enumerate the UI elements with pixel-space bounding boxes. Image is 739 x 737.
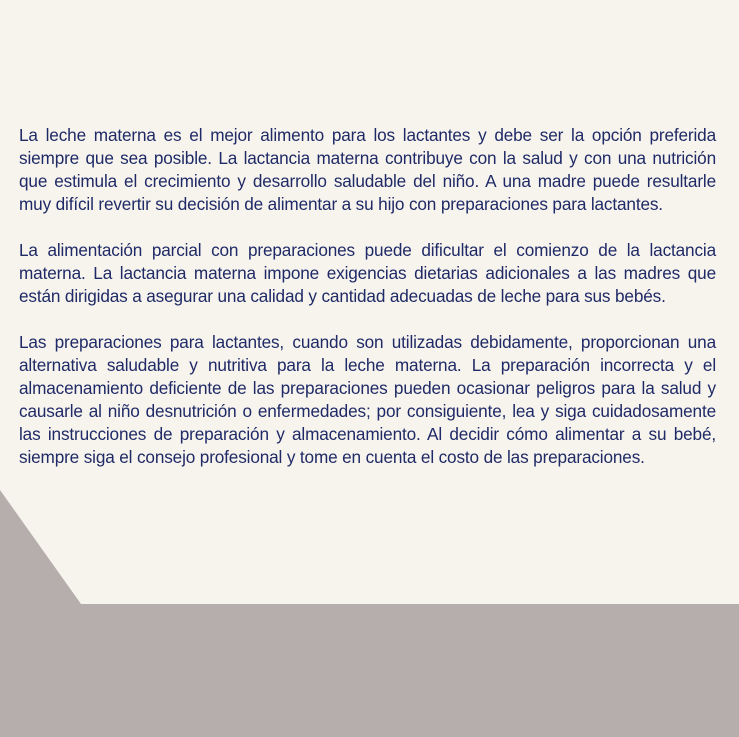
paragraph-2: La alimentación parcial con preparaciones puede dificultar el comienzo de la lactancia materna. La lactancia materna impone exigencias dietarias adicionales a las madres que están dirigidas a asegurar una calidad y cantidad adecuadas de leche para sus bebés. — [19, 240, 716, 306]
paragraph-3: Las preparaciones para lactantes, cuando son utilizadas debidamente, proporcionan una alternativa saludable y nutritiva para la leche materna. La preparación incorrecta y el almacenamiento deficiente de las preparaciones pueden ocasionar peligros para la salud y causarle al niño desnutrición o enfermedades; por consiguiente, lea y siga cuidadosamente las instrucciones de preparación y almacenamiento. Al decidir cómo alimentar a su bebé, siempre siga el consejo profesional y tome en cuenta el costo de las preparaciones. — [19, 332, 716, 467]
notice-text — [19, 124, 716, 492]
paragraph-1: La leche materna es el mejor alimento para los lactantes y debe ser la opción preferida siempre que sea posible. La lactancia materna contribuye con la salud y con una nutrición que estimula el crecimiento y desarrollo saludable del niño. A una madre puede resultarle muy difícil revertir su decisión de alimentar a su hijo con preparaciones para lactantes. — [19, 125, 716, 214]
